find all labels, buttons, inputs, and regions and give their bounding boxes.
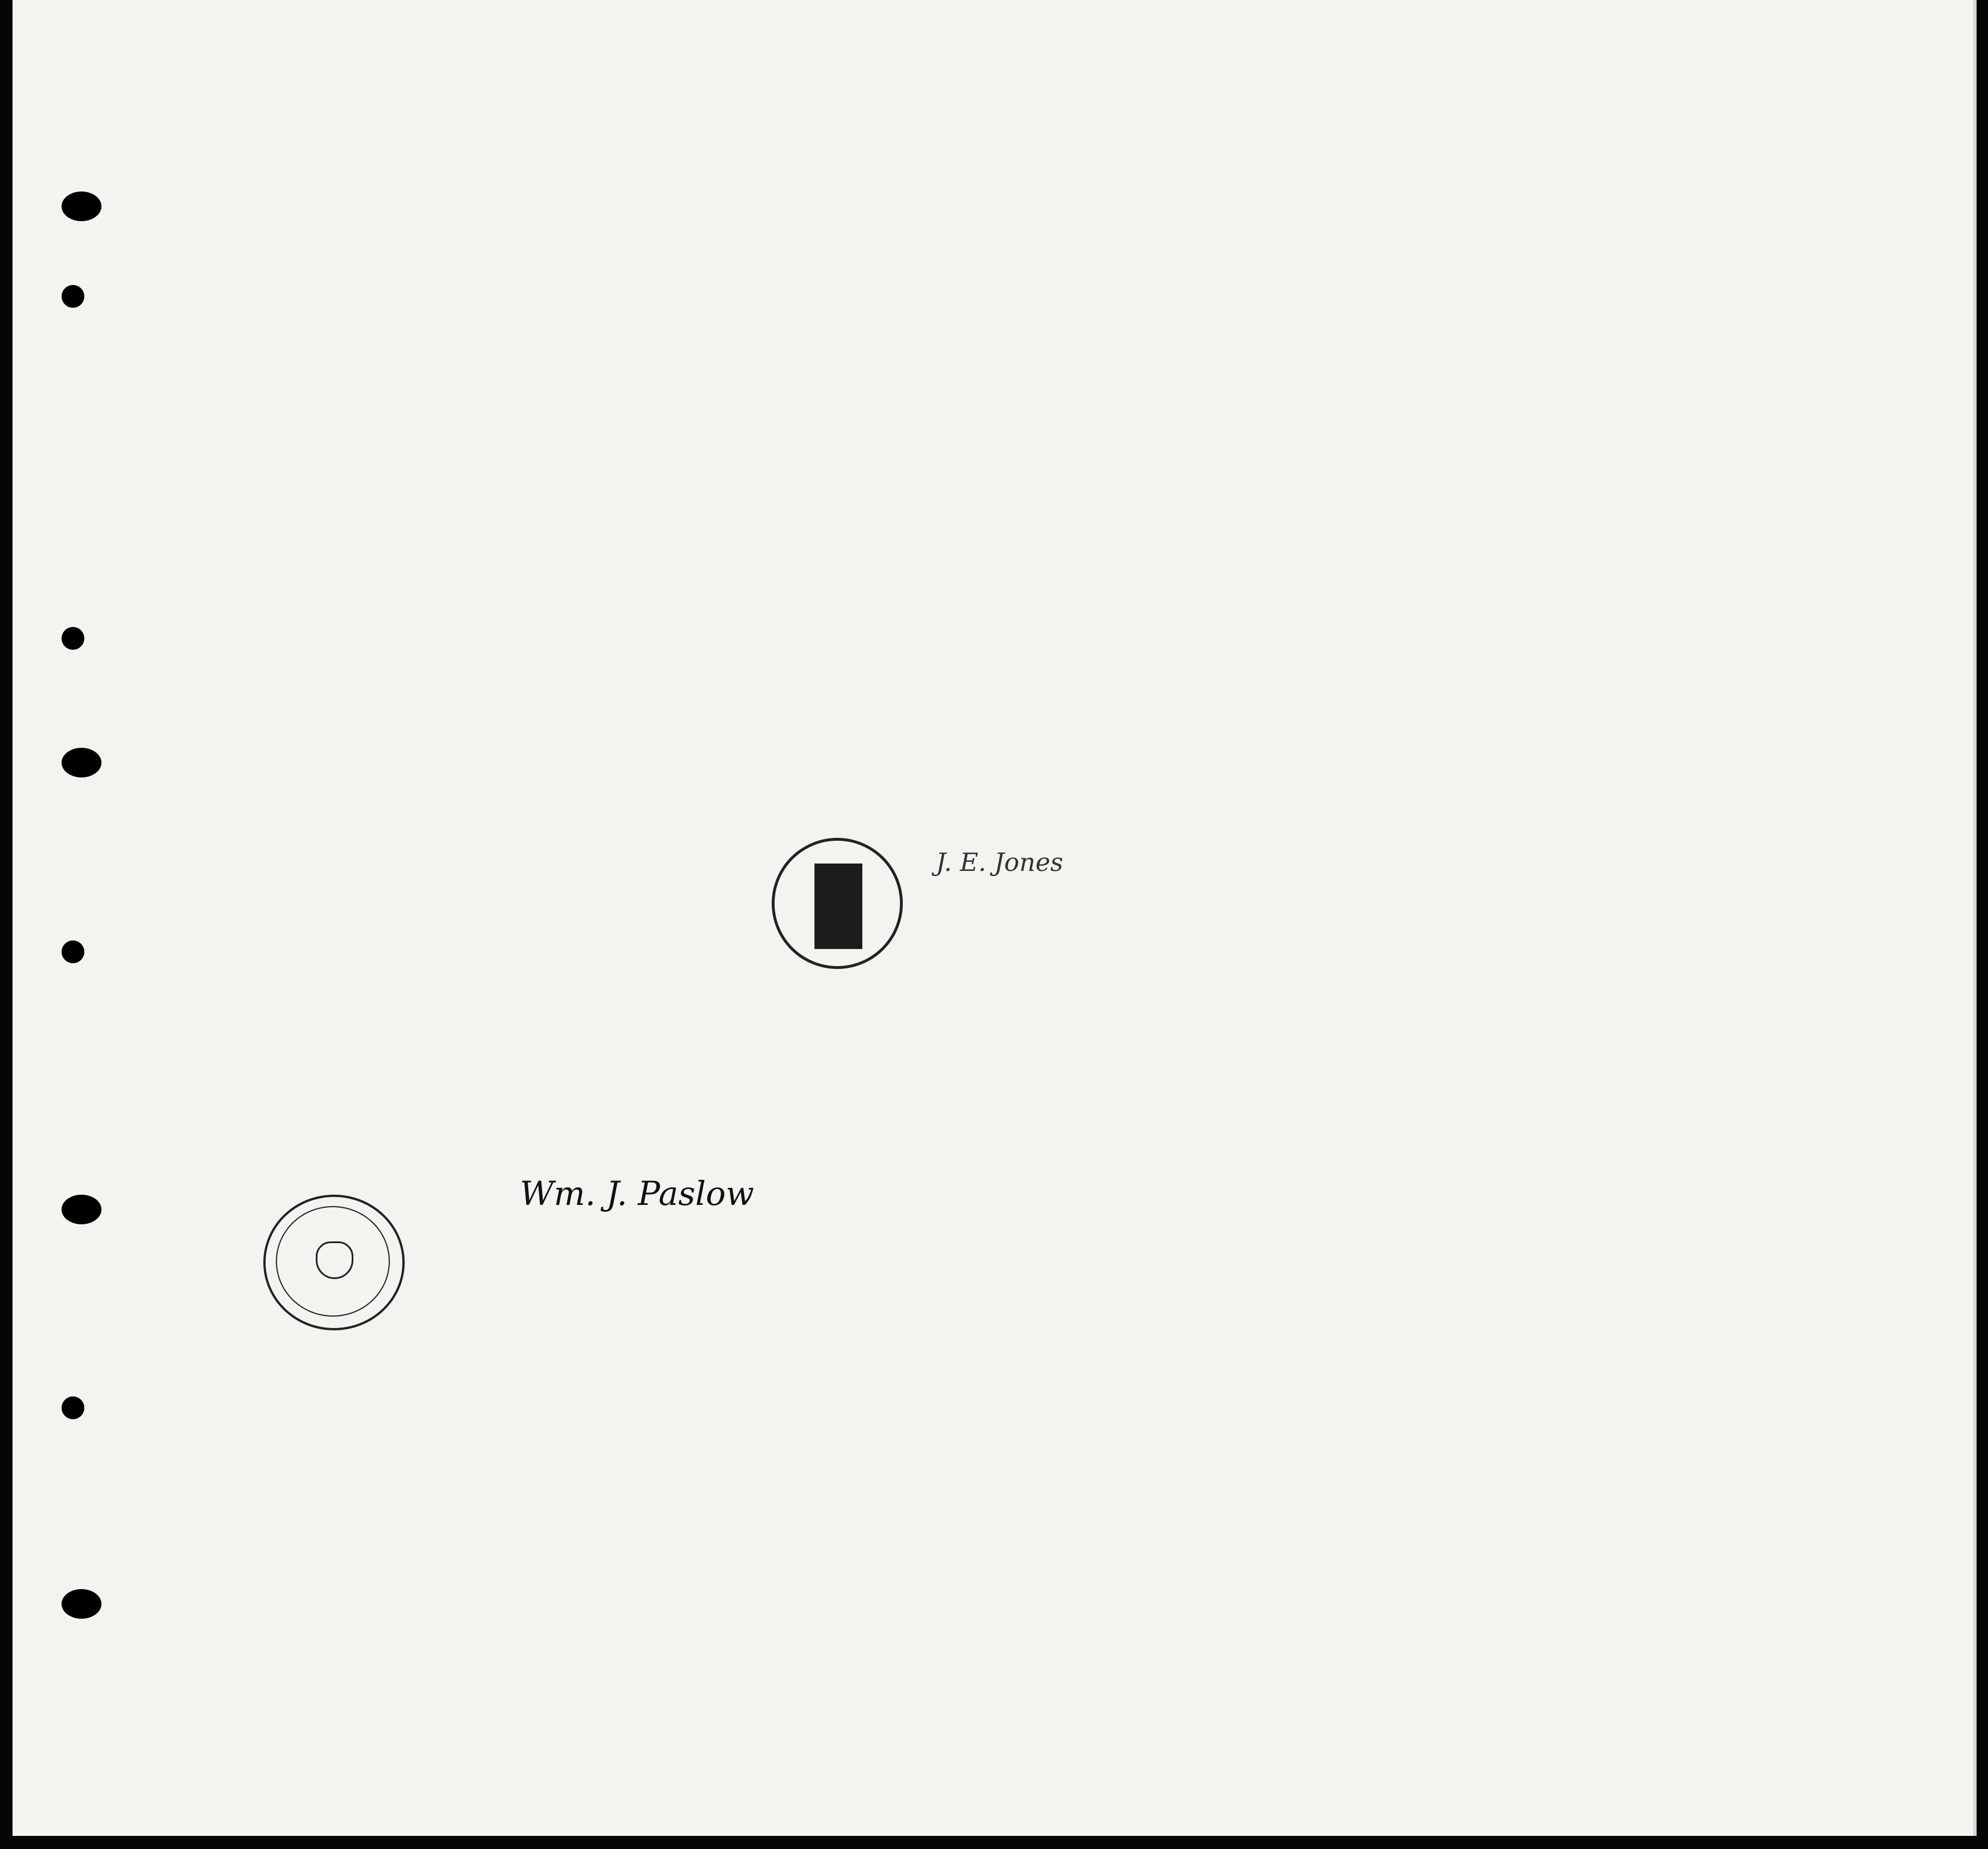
- santos-consul-signature: Wm. J. Paslow: [520, 1174, 754, 1213]
- eagle-emblem: [316, 1241, 353, 1279]
- big-stamp-names-line: [1289, 889, 1341, 914]
- manifest-sheet: [13, 0, 1977, 1836]
- consular-seal-buenos-aires: [772, 838, 903, 969]
- consul-signature: J. E. Jones: [936, 848, 1064, 877]
- santos-list-line: [398, 1319, 438, 1330]
- consulate-seal-santos: [263, 1195, 405, 1330]
- manifest-grid: [13, 0, 1973, 1836]
- revenue-stamp: [814, 864, 862, 949]
- big-stamp-sheets-line: [1289, 862, 1375, 887]
- santos-men-line: [398, 1335, 432, 1346]
